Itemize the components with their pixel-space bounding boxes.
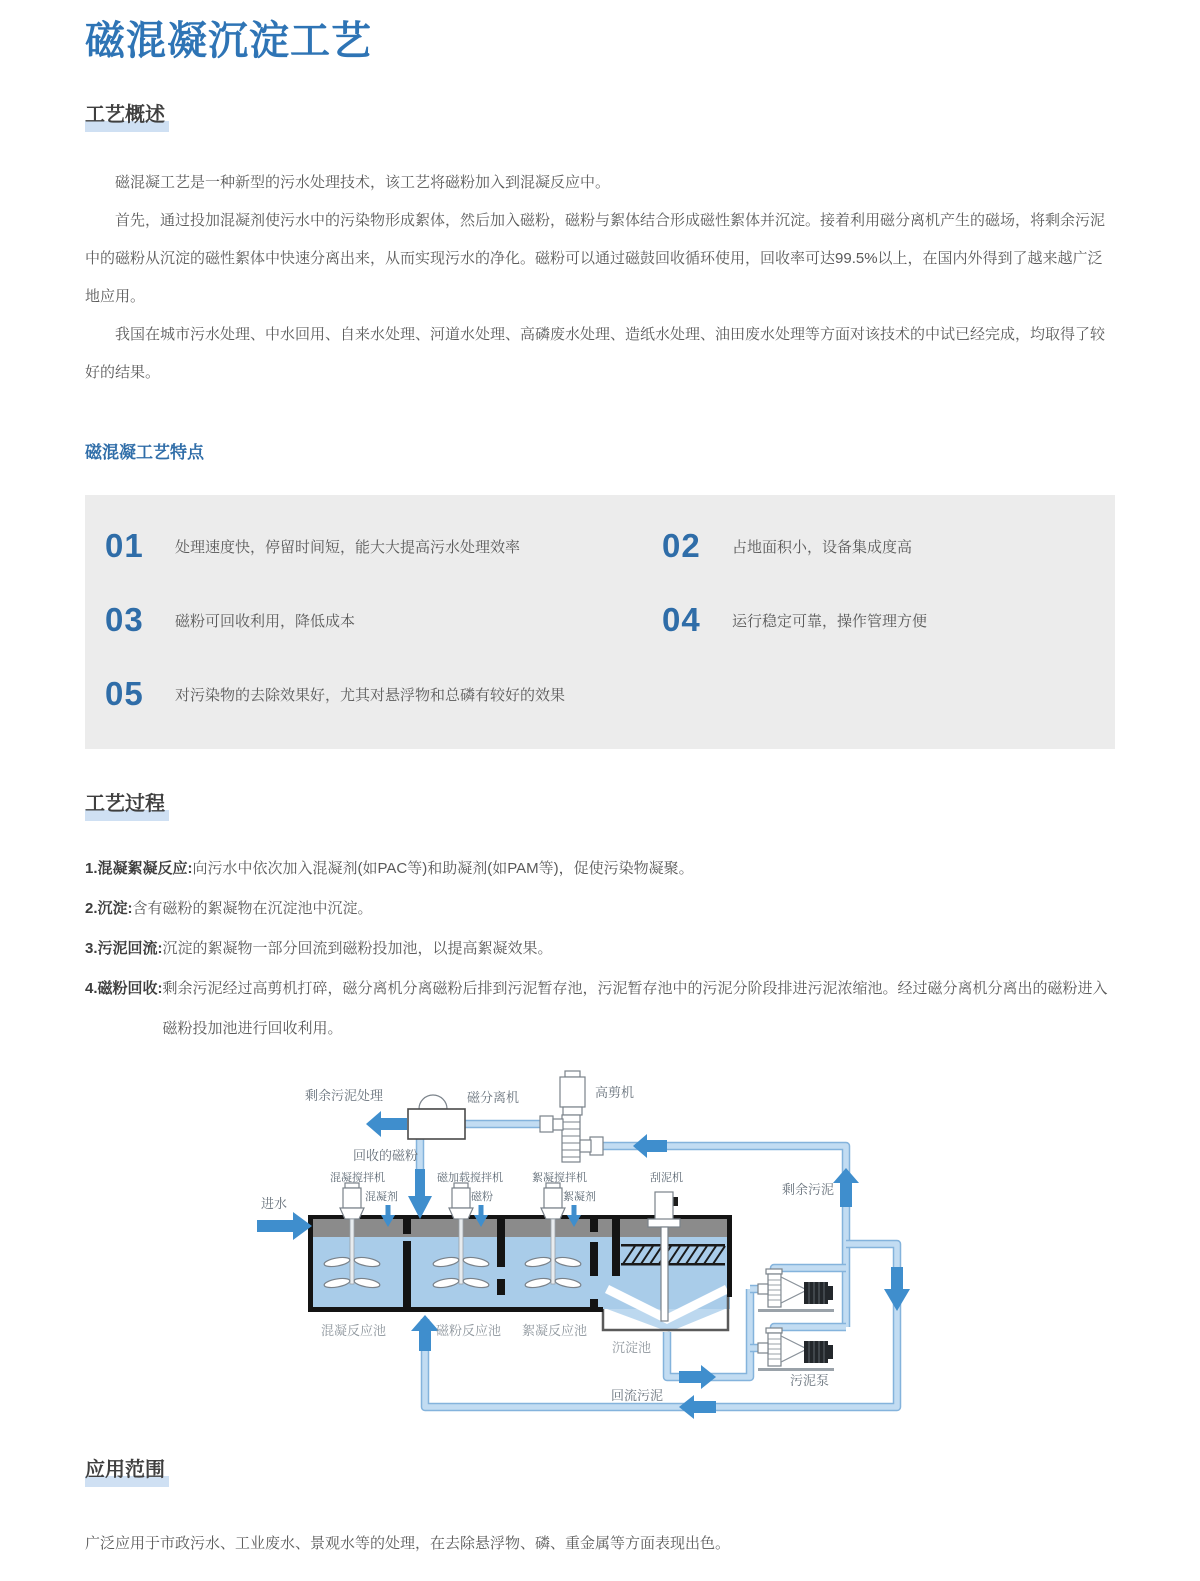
sludge-pump-1 xyxy=(758,1269,834,1312)
label-mag-mixer: 磁加载搅拌机 xyxy=(437,1172,503,1184)
magnetic-separator-machine xyxy=(408,1095,465,1139)
flow-diagram-svg xyxy=(255,1069,935,1434)
step-text: 向污水中依次加入混凝剂(如PAC等)和助凝剂(如PAM等)，促使污染物凝聚。 xyxy=(192,860,694,877)
step-text: 含有磁粉的絮凝物在沉淀池中沉淀。 xyxy=(132,900,373,917)
surplus-out-arrow xyxy=(366,1111,407,1137)
process-steps xyxy=(85,849,1115,1049)
mixer-shaft xyxy=(551,1219,555,1284)
application-text: 广泛应用于市政污水、工业废水、景观水等的处理，在去除悬浮物、磷、重金属等方面表现出色。 xyxy=(85,1535,731,1552)
label-floc-mixer: 絮凝搅拌机 xyxy=(532,1172,587,1184)
step-text: 沉淀的絮凝物一部分回流到磁粉投加池，以提高絮凝效果。 xyxy=(162,940,553,957)
step-label: 4.磁粉回收: xyxy=(85,980,163,997)
process-step xyxy=(85,929,1115,969)
recycled-powder-arrow xyxy=(408,1169,432,1219)
to-shear-arrow xyxy=(633,1134,667,1158)
process-step xyxy=(85,849,1115,889)
overview-paragraph: 首先，通过投加混凝剂使污水中的污染物形成絮体，然后加入磁粉，磁粉与絮体结合形成磁性絮体并沉淀。接着利用磁分离机产生的磁场，将剩余污泥中的磁粉从沉淀的磁性絮体中快速分离出来，从而实现污水的净化。磁粉可以通过磁鼓回收循环使用，回收率可达99.5%以上，在国内外得到了越来越广泛地应用。 xyxy=(85,212,1106,305)
feature-number: 02 xyxy=(662,527,701,564)
overview-paragraph: 磁混凝工艺是一种新型的污水处理技术，该工艺将磁粉加入到混凝反应中。 xyxy=(115,174,611,191)
step-text: 剩余污泥经过高剪机打碎，磁分离机分离磁粉后排到污泥暂存池，污泥暂存池中的污泥分阶段排进污泥浓缩池。经过磁分离机分离出的磁粉进入磁粉投加池进行回收利用。 xyxy=(162,980,1108,1037)
label-inflow: 进水 xyxy=(261,1196,288,1211)
return-up-arrow xyxy=(411,1315,439,1351)
label-sed-tank: 沉淀池 xyxy=(612,1340,652,1355)
feature-number: 01 xyxy=(105,527,144,564)
surplus-up-arrow xyxy=(833,1168,859,1207)
high-shear-machine xyxy=(540,1071,603,1162)
label-flocculant: 絮凝剂 xyxy=(563,1191,596,1203)
label-sludge-pump: 污泥泵 xyxy=(790,1373,830,1388)
step-label: 3.污泥回流: xyxy=(85,940,163,957)
label-mag-tank: 磁粉反应池 xyxy=(436,1323,502,1338)
features-box xyxy=(85,495,1115,749)
feature-item xyxy=(642,601,1115,639)
feature-text: 磁粉可回收利用，降低成本 xyxy=(175,612,356,630)
label-coagulant: 混凝剂 xyxy=(365,1191,398,1203)
label-mag-powder: 磁粉 xyxy=(471,1191,493,1203)
feature-text: 处理速度快，停留时间短，能大大提高污水处理效率 xyxy=(175,538,521,556)
label-recycled-powder: 回收的磁粉 xyxy=(353,1148,419,1163)
feature-item xyxy=(85,675,1115,713)
mixer-shaft xyxy=(350,1219,354,1284)
label-return-sludge: 回流污泥 xyxy=(611,1388,664,1403)
label-surplus-sludge-treatment: 剩余污泥处理 xyxy=(305,1088,384,1103)
feature-item xyxy=(642,527,1115,565)
return-down-arrow xyxy=(884,1267,910,1311)
section-heading-overview: 工艺概述 xyxy=(85,98,169,132)
step-label: 2.沉淀: xyxy=(85,900,133,917)
feature-text: 对污染物的去除效果好，尤其对悬浮物和总磷有较好的效果 xyxy=(175,686,566,704)
overview-paragraph: 我国在城市污水处理、中水回用、自来水处理、河道水处理、高磷废水处理、造纸水处理、油田废水处理等方面对该技术的中试已经完成，均取得了较好的结果。 xyxy=(85,326,1106,381)
overview-paragraphs xyxy=(85,164,1115,392)
feature-item xyxy=(85,601,642,639)
label-coag-mixer: 混凝搅拌机 xyxy=(330,1172,385,1184)
process-step xyxy=(85,889,1115,929)
label-floc-tank: 絮凝反应池 xyxy=(522,1323,588,1338)
section-heading-application: 应用范围 xyxy=(85,1453,169,1487)
feature-number: 04 xyxy=(662,601,701,638)
sludge-pump-2 xyxy=(758,1328,834,1371)
inflow-arrow xyxy=(257,1212,312,1240)
features-heading: 磁混凝工艺特点 xyxy=(85,443,204,462)
label-high-shear: 高剪机 xyxy=(595,1085,635,1100)
process-flow-diagram xyxy=(255,1069,1115,1439)
label-coag-tank: 混凝反应池 xyxy=(321,1323,387,1338)
feature-text: 占地面积小，设备集成度高 xyxy=(732,538,913,556)
section-heading-process: 工艺过程 xyxy=(85,787,169,821)
label-magnetic-separator: 磁分离机 xyxy=(467,1090,520,1105)
mixer-shaft xyxy=(459,1219,463,1284)
page-title: 磁混凝沉淀工艺 xyxy=(85,19,372,63)
label-surplus-sludge: 剩余污泥 xyxy=(782,1182,835,1197)
feature-item xyxy=(85,527,642,565)
label-scraper: 刮泥机 xyxy=(650,1172,683,1184)
process-step xyxy=(85,969,1115,1049)
sed-outlet-arrow xyxy=(679,1365,716,1389)
step-label: 1.混凝絮凝反应: xyxy=(85,860,193,877)
feature-text: 运行稳定可靠，操作管理方便 xyxy=(732,612,928,630)
feature-number: 05 xyxy=(105,675,144,712)
feature-number: 03 xyxy=(105,601,144,638)
return-left-arrow xyxy=(679,1395,716,1419)
